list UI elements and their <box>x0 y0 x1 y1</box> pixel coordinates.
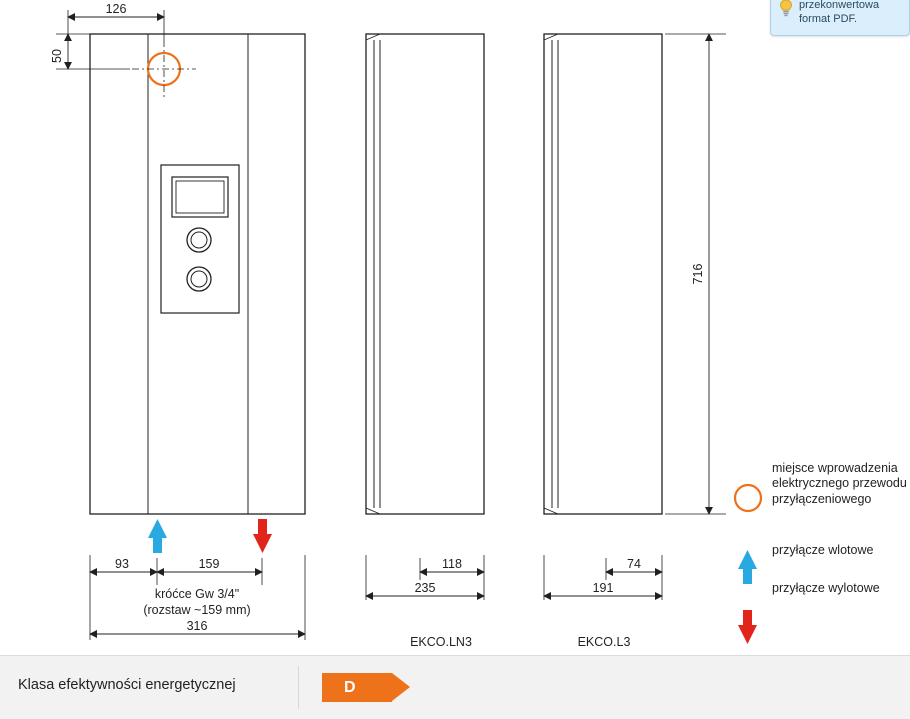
legend-text-cable-entry: miejsce wprowadzenia elektrycznego przewodu przyłączeniowego <box>772 461 907 506</box>
side-view-ekco-ln3 <box>366 34 484 649</box>
knob-upper-inner <box>191 232 207 248</box>
height-dimension <box>665 34 726 514</box>
nipple-note-line2: (rozstaw ~159 mm) <box>143 603 251 617</box>
display-inner <box>176 181 224 213</box>
dim-118-text: 118 <box>442 557 462 571</box>
legend-outlet-arrow-down-icon <box>738 610 757 644</box>
legend-item-inlet <box>772 543 910 558</box>
model-label-l3: EKCO.L3 <box>577 635 631 649</box>
dim-93-text: 93 <box>115 557 129 571</box>
legend-item-cable-entry <box>772 461 910 507</box>
legend-text-inlet: przyłącze wlotowe <box>772 542 874 557</box>
side-view-ekco-l3 <box>544 34 662 649</box>
dim-50-text: 50 <box>50 49 64 63</box>
dim-191-text: 191 <box>592 581 614 595</box>
dim-716-text: 716 <box>691 263 705 285</box>
legend-inlet-arrow-up-icon <box>738 550 757 584</box>
nipple-note-line1: króćce Gw 3/4" <box>154 587 240 601</box>
pdf-hint-tooltip[interactable] <box>770 0 910 36</box>
dim-316-text: 316 <box>186 619 208 633</box>
energy-class-label: Klasa efektywności energetycznej <box>18 677 236 693</box>
energy-efficiency-bar <box>0 655 910 719</box>
lightbulb-icon <box>779 0 793 17</box>
ln3-body-outline <box>366 34 484 514</box>
knob-lower-inner <box>191 271 207 287</box>
legend-icons <box>735 485 761 644</box>
energy-divider <box>298 666 299 709</box>
dim-159-text: 159 <box>198 557 220 571</box>
dim-235-text: 235 <box>414 581 436 595</box>
inlet-arrow-up-icon <box>148 519 167 553</box>
outlet-arrow-down-icon <box>253 519 272 553</box>
legend-cable-entry-circle-icon <box>735 485 761 511</box>
energy-class-badge: D <box>322 673 392 702</box>
dim-126-text: 126 <box>105 2 127 16</box>
pdf-hint-text: przekonwertowa format PDF. <box>799 0 880 25</box>
legend-item-outlet <box>772 581 910 596</box>
l3-body-outline <box>544 34 662 514</box>
front-view <box>50 2 305 640</box>
model-label-ln3: EKCO.LN3 <box>410 635 472 649</box>
dim-74-text: 74 <box>627 557 641 571</box>
legend-text-outlet: przyłącze wylotowe <box>772 581 880 595</box>
legend <box>772 455 910 612</box>
